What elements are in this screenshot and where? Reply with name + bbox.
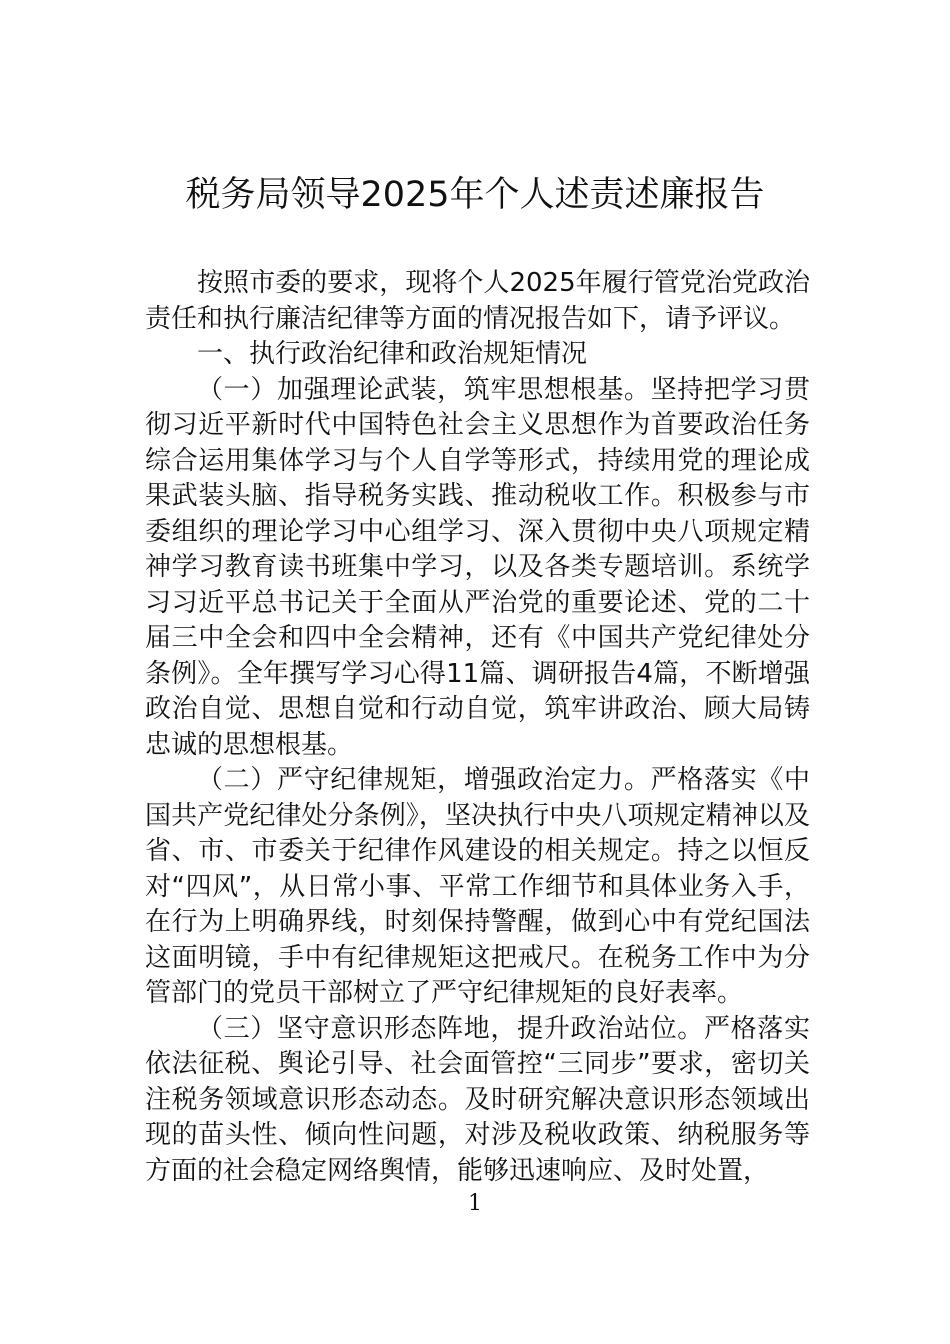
section-heading-1: 一、执行政治纪律和政治规矩情况 (197, 339, 588, 369)
document-title: 税务局领导2025年个人述责述廉报告 (185, 175, 765, 215)
page-number: 1 (468, 1191, 482, 1216)
paragraph-theory: （一）加强理论武装，筑牢思想根基。坚持把学习贯彻习近平新时代中国特色社会主义思想作为首要政治任务综合运用集体学习与个人自学等形式，持续用党的理论成果武装头脑、指导税务实践、推动税收工作。积极参与市委组织的理论学习中心组学习、深入贯彻中央八项规定精神学习教育读书班集中学习，以及各类专题培训。系统学习习近平总书记关于全面从严治党的重要论述、党的二十届三中全会和四中全会精神，还有《中国共产党纪律处分条例》。全年撰写学习心得11篇、调研报告4篇，不断增强政治自觉、思想自觉和行动自觉，筑牢讲政治、顾大局铸忠诚的思想根基。 (145, 374, 810, 760)
paragraph-ideology: （三）坚守意识形态阵地，提升政治站位。严格落实依法征税、舆论引导、社会面管控“三同步”要求，密切关注税务领域意识形态动态。及时研究解决意识形态领域出现的苗头性、倾向性问题，对涉及税收政策、纳税服务等方面的社会稳定网络舆情，能够迅速响应、及时处置， (145, 1013, 810, 1186)
paragraph-discipline: （二）严守纪律规矩，增强政治定力。严格落实《中国共产党纪律处分条例》，坚决执行中央八项规定精神以及省、市、市委关于纪律作风建设的相关规定。持之以恒反对“四风”，从日常小事、平常工作细节和具体业务入手，在行为上明确界线，时刻保持警醒，做到心中有党纪国法这面明镜，手中有纪律规矩这把戒尺。在税务工作中为分管部门的党员干部树立了严守纪律规矩的良好表率。 (145, 765, 810, 1008)
document-body (145, 266, 810, 1189)
intro-paragraph: 按照市委的要求，现将个人2025年履行管党治党政治责任和执行廉洁纪律等方面的情况报告如下，请予评议。 (145, 268, 810, 334)
